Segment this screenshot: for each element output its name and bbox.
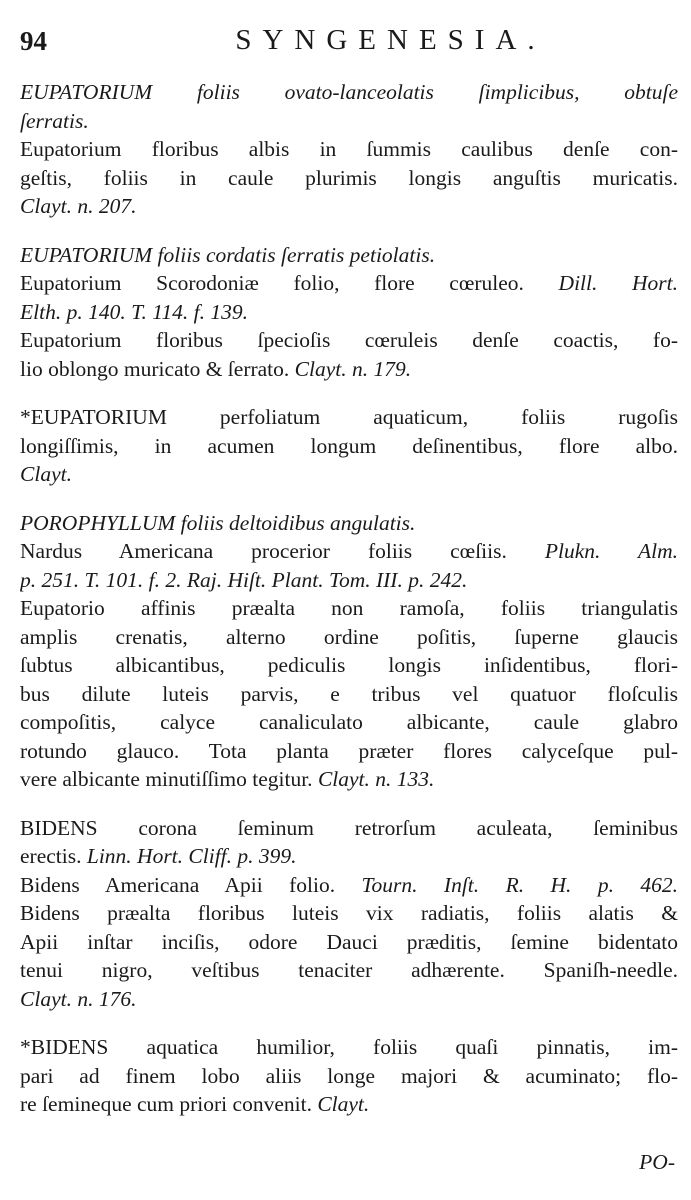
text-line [20, 594, 678, 623]
text-line [20, 537, 678, 566]
species-entry [20, 78, 678, 221]
roman-segment: Nardus Americana procerior foliis cœſiis. [20, 539, 545, 563]
italic-segment: Clayt. [20, 462, 72, 486]
roman-segment: bus dilute luteis parvis, e tribus vel quatuor floſculis [20, 681, 678, 706]
text-line [20, 623, 678, 652]
species-entry [20, 1033, 678, 1119]
italic-segment: POROPHYLLUM foliis deltoidibus angulatis. [20, 510, 416, 535]
roman-segment: Eupatorium floribus ſpecioſis cœruleis denſe coactis, fo- [20, 328, 678, 352]
text-line [20, 1090, 678, 1119]
roman-segment: Spaniſh-needle. [543, 958, 678, 982]
roman-segment: longiſſimis, in acumen longum deſinentibus, flore albo. [20, 433, 678, 458]
text-line [20, 985, 678, 1014]
italic-segment: Clayt. n. 133. [317, 767, 435, 791]
text-line [20, 680, 678, 709]
text-line [20, 842, 678, 871]
species-entry [20, 509, 678, 794]
italic-segment: Clayt. [317, 1092, 370, 1116]
text-line [20, 135, 678, 164]
text-line [20, 956, 678, 985]
text-line [20, 432, 678, 461]
text-line [20, 737, 678, 766]
roman-segment: Apii inſtar inciſis, odore Dauci præditis, ſemine bidentato [20, 929, 678, 954]
italic-segment: p. 251. T. 101. f. 2. Raj. Hiſt. Plant. Tom. III. p. 242. [20, 567, 468, 592]
italic-segment: Elth. p. 140. T. 114. f. 139. [20, 299, 248, 324]
text-line [20, 928, 678, 957]
roman-segment: amplis crenatis, alterno ordine poſitis, ſuperne glaucis [20, 624, 678, 649]
italic-segment: Linn. Hort. Cliff. p. 399. [86, 844, 297, 868]
italic-segment: Clayt. n. 176. [20, 986, 137, 1011]
text-line [20, 78, 678, 107]
italic-segment: Tourn. Inſt. R. H. p. 462. [361, 872, 678, 897]
italic-segment: EUPATORIUM foliis cordatis ſerratis petiolatis. [20, 242, 436, 267]
roman-segment: *EUPATORIUM perfoliatum aquaticum, foliis rugoſis [20, 405, 678, 429]
roman-segment: Eupatorium Scorodoniæ folio, flore cœruleo. [20, 271, 559, 295]
text-line [20, 326, 678, 355]
text-line [20, 241, 678, 270]
text-line [20, 107, 678, 136]
roman-segment: *BIDENS aquatica humilior, foliis quaſi pinnatis, im- [20, 1035, 678, 1059]
page-number: 94 [20, 26, 47, 56]
text-line [20, 403, 678, 432]
running-title: SYNGENESIA. [235, 24, 546, 56]
text-line [20, 460, 678, 489]
roman-segment: rotundo glauco. Tota planta præter flores calyceſque pul- [20, 738, 678, 763]
roman-segment: pari ad finem lobo aliis longe majori & acuminato; flo- [20, 1063, 678, 1088]
roman-segment: compoſitis, calyce canaliculato albicante, caule glabro [20, 710, 678, 734]
roman-segment: Bidens præalta floribus luteis vix radiatis, foliis alatis & [20, 901, 678, 925]
species-entry [20, 403, 678, 489]
body-text [20, 78, 678, 1139]
roman-segment: lio oblongo muricato & ſerrato. [20, 356, 295, 381]
italic-segment: Clayt. n. 179. [294, 356, 412, 381]
text-line [20, 509, 678, 538]
text-line [20, 899, 678, 928]
roman-segment: Eupatorio affinis præalta non ramoſa, foliis triangulatis [20, 596, 678, 620]
text-line [20, 651, 678, 680]
text-line [20, 1062, 678, 1091]
species-entry [20, 814, 678, 1014]
text-line [20, 566, 678, 595]
text-line [20, 1033, 678, 1062]
italic-segment: Clayt. n. 207. [20, 194, 137, 218]
italic-segment: Plukn. Alm. [544, 539, 678, 563]
roman-segment: re ſemineque cum priori convenit. [20, 1092, 318, 1116]
text-line [20, 871, 678, 900]
roman-segment: ſubtus albicantibus, pediculis longis inſidentibus, flori- [20, 653, 678, 677]
italic-segment: ſerratis. [20, 108, 89, 133]
roman-segment: tenui nigro, veſtibus tenaciter adhærente. [20, 958, 544, 982]
roman-segment: Bidens Americana Apii folio. [20, 872, 362, 897]
roman-segment: geſtis, foliis in caule plurimis longis anguſtis muricatis. [20, 165, 678, 190]
text-line [20, 814, 678, 843]
roman-segment: vere albicante minutiſſimo tegitur. [20, 767, 318, 791]
text-line [20, 164, 678, 193]
roman-segment: Eupatorium floribus albis in ſummis caulibus denſe con- [20, 137, 678, 161]
italic-segment: Dill. Hort. [558, 271, 678, 295]
text-line [20, 298, 678, 327]
catchword: PO- [639, 1150, 675, 1174]
text-line [20, 765, 678, 794]
species-entry [20, 241, 678, 384]
roman-segment: BIDENS corona ſeminum retrorſum aculeata, ſeminibus [20, 815, 678, 840]
page-header [20, 22, 671, 66]
roman-segment: erectis. [20, 844, 87, 868]
text-line [20, 269, 678, 298]
text-line [20, 355, 678, 384]
text-line [20, 708, 678, 737]
italic-segment: EUPATORIUM foliis ovato-lanceolatis ſimplicibus, obtuſe [20, 80, 678, 104]
text-line [20, 192, 678, 221]
